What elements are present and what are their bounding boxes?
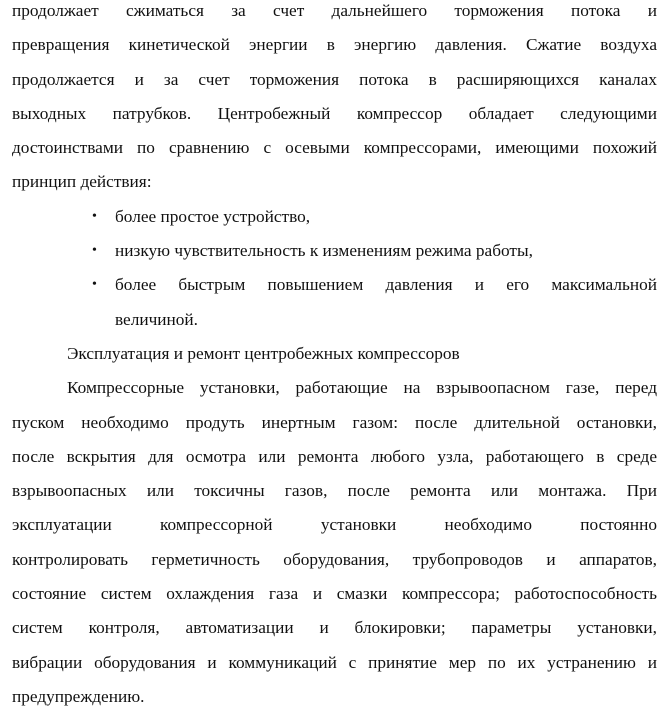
section-heading: Эксплуатация и ремонт центробежных компрессоров	[67, 343, 460, 363]
list-item-continuation: величиной.	[115, 309, 198, 329]
paragraph-line: после вскрытия для осмотра или ремонта любого узла, работающего в среде	[12, 446, 657, 466]
paragraph-line: систем контроля, автоматизации и блокировки; параметры установки,	[12, 618, 657, 638]
paragraph-line: состояние систем охлаждения газа и смазки компрессора; работоспособность	[12, 584, 657, 604]
paragraph-line: Компрессорные установки, работающие на взрывоопасном газе, перед	[67, 378, 657, 398]
list-item-text: более простое устройство,	[115, 206, 311, 226]
list-item-text: низкую чувствительность к изменениям режима работы,	[115, 241, 533, 261]
document-page	[12, 0, 657, 714]
paragraph-line: достоинствами по сравнению с осевыми компрессорами, имеющими похожий	[12, 138, 657, 158]
paragraph-line: предупреждению.	[12, 686, 145, 706]
bullet-list	[12, 200, 657, 337]
paragraph-bottom	[12, 371, 657, 714]
bullet-marker: •	[92, 277, 97, 293]
paragraph-line: пуском необходимо продуть инертным газом: после длительной остановки,	[12, 412, 657, 432]
paragraph-line: превращения кинетической энергии в энергию давления. Сжатие воздуха	[12, 35, 657, 55]
paragraph-line: выходных патрубков. Центробежный компрессор обладает следующими	[12, 103, 657, 123]
paragraph-top	[12, 0, 657, 200]
list-item-text: более быстрым повышением давления и его максимальной	[115, 275, 657, 295]
paragraph-line: продолжается и за счет торможения потока в расширяющихся каналах	[12, 69, 657, 89]
list-item	[12, 200, 657, 234]
paragraph-line: принцип действия:	[12, 172, 152, 192]
paragraph-line: продолжает сжиматься за счет дальнейшего торможения потока и	[12, 1, 657, 20]
bullet-marker: •	[92, 243, 97, 259]
list-item	[12, 234, 657, 268]
paragraph-line: вибрации оборудования и коммуникаций с принятие мер по их устранению и	[12, 652, 657, 672]
paragraph-line: контролировать герметичность оборудования, трубопроводов и аппаратов,	[12, 549, 657, 569]
paragraph-line: эксплуатации компрессорной установки необходимо постоянно	[12, 515, 657, 535]
paragraph-line: взрывоопасных или токсичны газов, после ремонта или монтажа. При	[12, 481, 657, 501]
bullet-marker: •	[92, 208, 97, 224]
list-item	[12, 268, 657, 302]
